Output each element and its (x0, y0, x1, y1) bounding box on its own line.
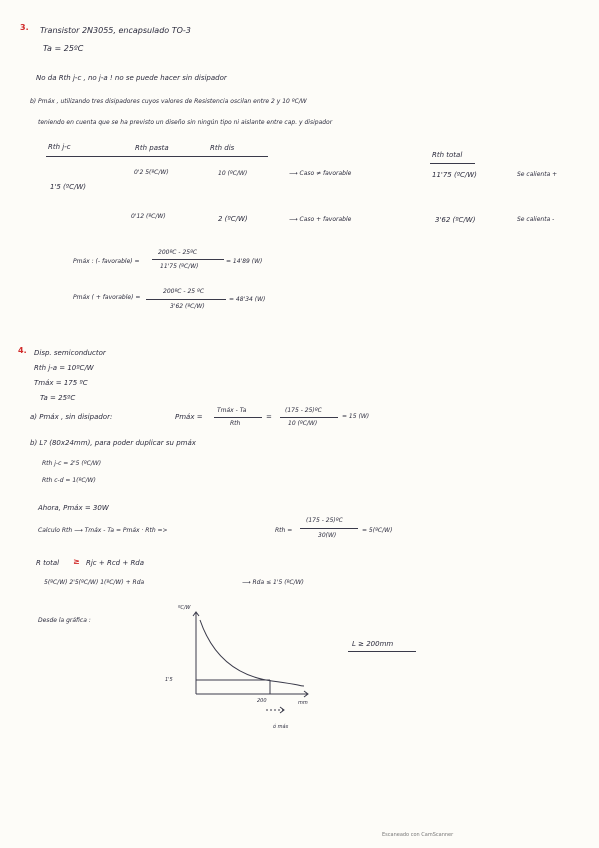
part-a-label: a) Pmáx , sin disipador: (30, 413, 113, 421)
header-rth-jc: Rth j-c (48, 143, 71, 151)
row1-pasta: 0'2 5(ºC/W) (134, 169, 169, 176)
dissipator-graph (180, 610, 320, 730)
table-header-underline (46, 156, 268, 157)
rda-result: ⟶ Rda ≤ 1'5 (ºC/W) (242, 579, 304, 586)
graph-curve (200, 620, 304, 686)
part-a-fraction-line-2 (280, 417, 338, 418)
problem-3-no-da: No da Rth j-c , no j-a ! no se puede hacer sin disipador (36, 74, 227, 82)
graph-y-tick: 1'5 (165, 677, 173, 683)
part-a-den: Rth (230, 420, 241, 427)
part-b-label: b) L? (80x24mm), para poder duplicar su pmáx (30, 439, 196, 447)
rtotal-line2: 5(ºC/W) 2'5(ºC/W) 1(ºC/W) + Rda (44, 579, 145, 586)
header-rth-total: Rth total (432, 151, 463, 159)
calculo-line: Calculo Rth ⟶ Tmáx - Ta = Pmáx · Rth => (38, 527, 168, 534)
header-rth-dis: Rth dis (210, 144, 235, 152)
graph-y-unit: ºC/W (178, 605, 191, 611)
scanner-footer: Escaneado con CamScanner (382, 832, 454, 838)
part-b-rth-jc: Rth j-c = 2'5 (ºC/W) (42, 460, 102, 467)
part-a-fraction-line (214, 417, 262, 418)
problem-4-heading: Disp. semiconductor (34, 349, 106, 357)
ahora-line: Ahora, Pmáx = 30W (38, 504, 109, 512)
pmax-unfav-den: 11'75 (ºC/W) (160, 263, 199, 270)
total-header-underline (430, 163, 475, 164)
header-rth-pasta: Rth pasta (135, 144, 169, 152)
calc-fraction-line (300, 528, 358, 529)
problem-4-rth-ja: Rth j-a = 10ºC/W (34, 364, 94, 372)
problem-3-title: Transistor 2N3055, encapsulado TO-3 (40, 26, 191, 35)
problem-4-number: 4. (18, 346, 27, 355)
part-a-lhs: Pmáx = (175, 413, 203, 421)
part-a-num2: (175 - 25)ºC (285, 407, 322, 414)
calc-lhs: Rth = (275, 527, 293, 534)
pmax-fav-num: 200ºC - 25 ºC (163, 288, 205, 295)
calc-result: = 5(ºC/W) (362, 527, 393, 534)
part-a-result: = 15 (W) (342, 413, 370, 420)
pmax-fav-label: Pmáx ( + favorable) = (73, 294, 141, 301)
problem-3-number: 3. (20, 23, 29, 32)
graph-x-unit: mm (298, 700, 308, 706)
calc-num: (175 - 25)ºC (306, 517, 343, 524)
problem-4-ta: Ta = 25ºC (40, 394, 76, 402)
pmax-fav-fraction-line (146, 299, 226, 300)
part-a-num: Tmáx - Ta (217, 407, 247, 414)
row2-dis: 2 (ºC/W) (218, 215, 248, 223)
problem-3-b-intro-1: b) Pmáx , utilizando tres disipadores cuyos valores de Resistencia oscilan entre 2 y 10 ºC/W (30, 98, 307, 105)
rtotal-rhs: Rjc + Rcd + Rda (86, 559, 145, 567)
row1-comment: Se calienta + (517, 171, 558, 178)
rtotal-lhs: R total (36, 559, 60, 567)
row2-pasta: 0'12 (ºC/W) (131, 213, 166, 220)
calc-den: 30(W) (318, 532, 337, 539)
row1-dis: 10 (ºC/W) (218, 170, 248, 177)
part-b-rth-cd: Rth c-d = 1(ºC/W) (42, 477, 96, 484)
part-a-den2: 10 (ºC/W) (288, 420, 318, 427)
row1-note: ⟶ Caso ≠ favorable (289, 170, 352, 177)
row2-note: ⟶ Caso + favorable (289, 216, 352, 223)
graph-x-tick: 200 (257, 698, 267, 704)
pmax-fav-result: = 48'34 (W) (229, 296, 266, 303)
pmax-unfav-label: Pmáx : (- favorable) = (73, 258, 140, 265)
answer-underline (348, 651, 416, 652)
row2-total: 3'62 (ºC/W) (435, 216, 476, 224)
pmax-unfav-fraction-line (152, 259, 224, 260)
problem-3-ta: Ta = 25ºC (43, 44, 84, 53)
graph-x-note: ó más (273, 724, 289, 730)
problem-3-b-intro-2: teniendo en cuenta que se ha previsto un diseño sin ningún tipo ni aislante entre cap. y disipador (38, 119, 333, 126)
graph-intro: Desde la gráfica : (38, 617, 91, 624)
pmax-unfav-result: = 14'89 (W) (226, 258, 263, 265)
rtotal-ge: ≥ (73, 557, 80, 566)
rth-jc-value: 1'5 (ºC/W) (50, 183, 86, 191)
row1-total: 11'75 (ºC/W) (432, 171, 477, 179)
problem-4-tmax: Tmáx = 175 ºC (34, 379, 88, 387)
pmax-fav-den: 3'62 (ºC/W) (170, 303, 205, 310)
part-a-eq: = (266, 413, 272, 421)
pmax-unfav-num: 200ºC - 25ºC (158, 249, 198, 256)
row2-comment: Se calienta - (517, 216, 555, 223)
answer-l: L ≥ 200mm (352, 640, 394, 648)
